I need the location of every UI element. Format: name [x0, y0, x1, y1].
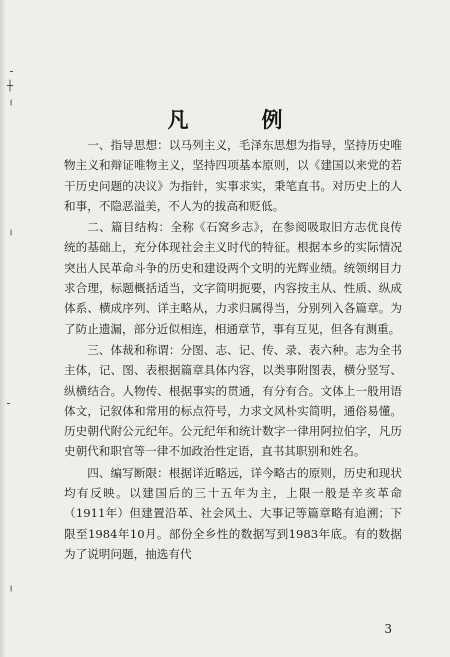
binding-hole-mark: ╴ [10, 67, 17, 78]
page-title: 凡 例 [167, 108, 309, 132]
binding-hole-mark: ╴ [7, 399, 14, 410]
binding-hole-mark: ┼ [7, 81, 14, 92]
document-body [64, 135, 402, 565]
binding-hole-mark: ╷ [8, 225, 15, 236]
page-binding-shadow [0, 0, 6, 657]
paragraph-time-limits: 四、编写断限：根据详近略远，详今略古的原则，历史和现状均有反映。以建国后的三十五年为主，上限一般是辛亥革命（1911年）但建置沿革、社会风土、大事记等篇章略有追溯；下限至1984年10月。部份全乡性的数据写到1983年底。有的数据为了说明问题，抽选有代 [64, 465, 402, 561]
binding-hole-mark: ╷ [8, 581, 15, 592]
paragraph-guiding-ideology: 一、指导思想：以马列主义，毛泽东思想为指导，坚持历史唯物主义和辩证唯物主义，坚持四项基本原则，以《建国以来党的若干历史问题的决议》为指针，实事求实，秉笔直书。对历史上的人和事，不隐恶溢美，不人为的拔高和贬低。 [64, 138, 402, 213]
page-number: 3 [384, 622, 392, 636]
paragraph-structure: 二、篇目结构：全称《石窝乡志》，在参阅吸取旧方志优良传统的基础上，充分体现社会主义时代的特征。根据本乡的实际情况突出人民革命斗争的历史和建设两个文明的光辉业绩。统领纲目力求合理，标题概括适当，文字简明扼要，内容按主从、性质、纵成体系、横成序列、详主略从，力求归属得当，分别列入各篇章。为了防止遗漏，部分近似相连，相通章节，事有互见，但各有测重。 [64, 220, 402, 336]
paragraph-genre-and-naming: 三、体裁和称谓：分图、志、记、传、录、表六种。志为全书主体，记、图、表根据篇章具体内容，以类事附图表，横分竖写、纵横结合。人物传、根据事实的贯通，有分有合。文体上一般用语体文，记叙体和常用的标点符号，力求文风朴实简明，通俗易懂。历史朝代附公元纪年。公元纪年和统计数字一律用阿拉伯字，凡历史朝代和职官等一律不加政治性定语，直书其职别和姓名。 [64, 342, 402, 459]
binding-hole-mark: ╵ [8, 101, 15, 112]
